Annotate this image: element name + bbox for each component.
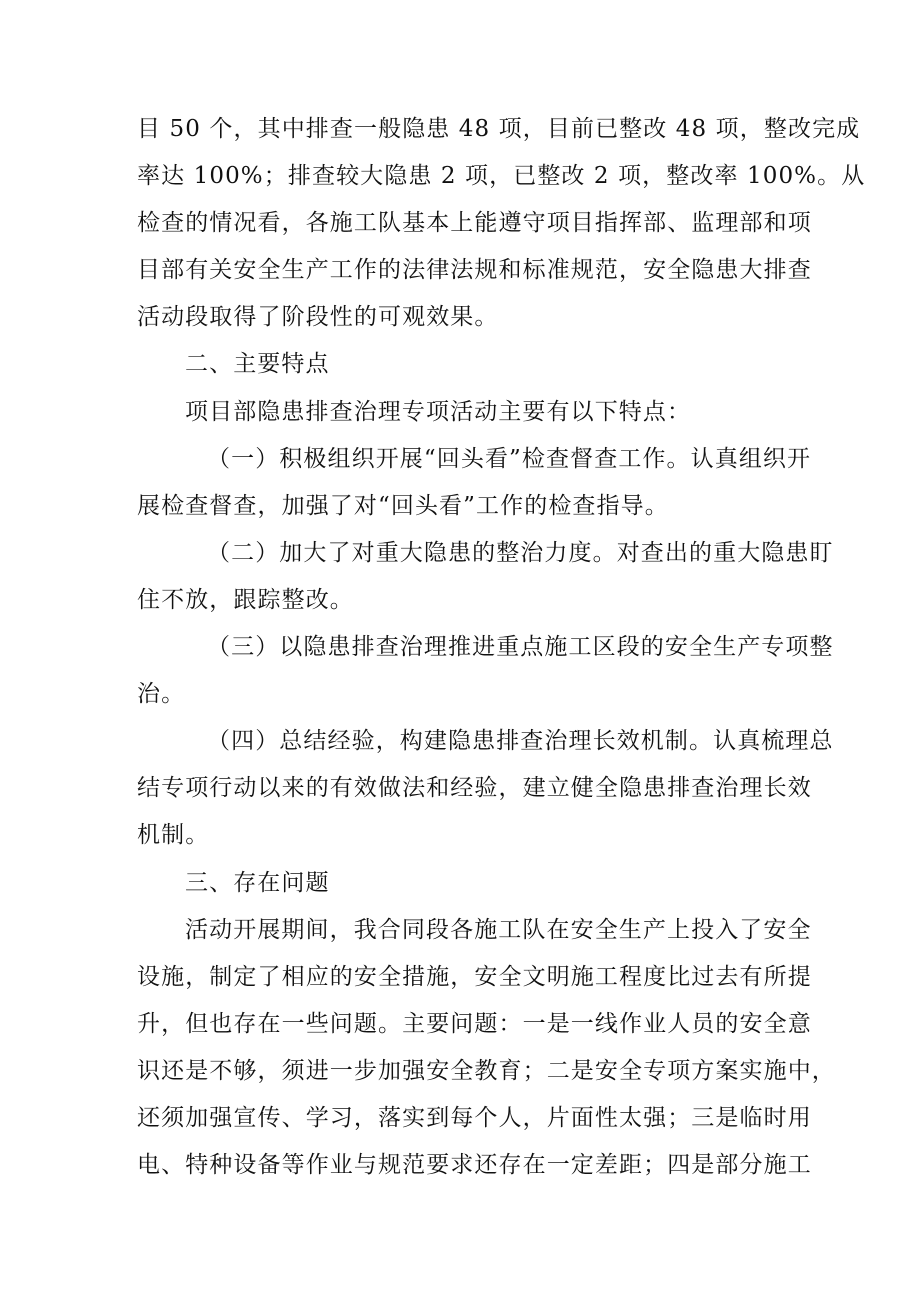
body-text-line: 项目部隐患排查治理专项活动主要有以下特点： xyxy=(185,398,692,425)
section-heading: 二、主要特点 xyxy=(185,351,330,378)
list-item-line: 结专项行动以来的有效做法和经验，建立健全隐患排查治理长效 xyxy=(137,775,812,802)
list-item-line: 住不放，跟踪整改。 xyxy=(137,586,354,613)
list-item-line: （一）积极组织开展“回头看”检查督查工作。认真组织开 xyxy=(207,445,812,472)
document-body xyxy=(137,106,866,1189)
body-text-line: 电、特种设备等作业与规范要求还存在一定差距；四是部分施工 xyxy=(137,1152,812,1179)
body-text-line: 检查的情况看，各施工队基本上能遵守项目指挥部、监理部和项 xyxy=(137,210,812,237)
list-item-line: （四）总结经验，构建隐患排查治理长效机制。认真梳理总 xyxy=(207,728,834,755)
body-text-line: 目 50 个，其中排查一般隐患 48 项，目前已整改 48 项，整改完成 xyxy=(137,116,861,142)
list-item-line: 治。 xyxy=(137,681,186,708)
list-item-line: 机制。 xyxy=(137,822,210,849)
body-text-line: 还须加强宣传、学习，落实到每个人，片面性太强；三是临时用 xyxy=(137,1104,812,1131)
body-text-line: 目部有关安全生产工作的法律法规和标准规范，安全隐患大排查 xyxy=(137,257,812,284)
body-text-line: 率达 100%；排查较大隐患 2 项，已整改 2 项，整改率 100%。从 xyxy=(137,163,866,190)
body-text-line: 活动开展期间，我合同段各施工队在安全生产上投入了安全 xyxy=(185,916,812,943)
list-item-line: （三）以隐患排查治理推进重点施工区段的安全生产专项整 xyxy=(207,634,834,661)
body-text-line: 升，但也存在一些问题。主要问题：一是一线作业人员的安全意 xyxy=(137,1010,812,1037)
list-item-line: 展检查督查，加强了对“回头看”工作的检查指导。 xyxy=(137,492,669,519)
body-text-line: 识还是不够，须进一步加强安全教育；二是安全专项方案实施中， xyxy=(137,1057,836,1084)
list-item-line: （二）加大了对重大隐患的整治力度。对查出的重大隐患盯 xyxy=(207,539,834,566)
body-text-line: 活动段取得了阶段性的可观效果。 xyxy=(137,304,499,331)
section-heading: 三、存在问题 xyxy=(185,869,330,896)
body-text-line: 设施，制定了相应的安全措施，安全文明施工程度比过去有所提 xyxy=(137,963,812,990)
